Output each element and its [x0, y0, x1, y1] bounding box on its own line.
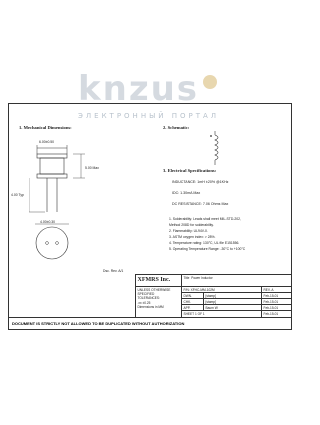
- approved-label: APP.: [182, 305, 204, 311]
- title-cell: [182, 275, 292, 287]
- checked-label: CHK.: [182, 299, 204, 305]
- note-5: 5. Operating Temperature Range: -30°C to +100°C: [169, 247, 246, 251]
- svg-text:knzus: knzus: [78, 70, 200, 106]
- mechanical-dimensions-heading: 1. Mechanical Dimensions:: [19, 125, 72, 130]
- approved-by: Baum W: [204, 305, 262, 311]
- watermark-subtitle: ЭЛЕКТРОННЫЙ ПОРТАЛ: [78, 112, 220, 120]
- tolerance-cell: [136, 287, 182, 318]
- note-1b: Method 208D for solderability.: [169, 223, 214, 227]
- drawn-date: Feb-15-01: [262, 293, 292, 299]
- note-1: 1. Solderability: Leads shall meet MIL-STD-202,: [169, 217, 241, 221]
- drawing-sheet: [8, 103, 292, 330]
- duplication-warning: DOCUMENT IS STRICTLY NOT ALLOWED TO BE DUPLICATED WITHOUT AUTHORIZATION: [9, 317, 291, 329]
- schematic-heading: 2. Schematic:: [163, 125, 190, 130]
- mechanical-drawing: [29, 140, 124, 270]
- company-name: XFMRS Inc.: [136, 275, 182, 287]
- note-2: 2. Flammability: UL94V-0.: [169, 229, 208, 233]
- title-value: Power Inductor: [191, 276, 213, 280]
- spec-dc-resistance: DC RESISTANCE: 7.06 Ohms Max: [172, 202, 229, 206]
- part-number: P/N: XFHC-MM-102M: [182, 287, 262, 293]
- dim-pin-spacing: 4.00±0.30: [40, 220, 56, 224]
- tolerance-line-3: .xx ±0.25: [137, 300, 151, 305]
- note-4: 4. Temperature rating: 130°C, UL file E151556.: [169, 241, 240, 245]
- checked-date: Feb-15-01: [262, 299, 292, 305]
- checked-by: [stamp]: [204, 299, 262, 305]
- electrical-specs-heading: 3. Electrical Specifications:: [163, 168, 217, 173]
- tolerance-line-1: UNLESS OTHERWISE SPECIFIED: [137, 288, 171, 297]
- tolerance-line-4: Dimensions in MM: [137, 304, 164, 309]
- spec-inductance: INDUCTANCE: 1mH ±20% @1KHz: [172, 180, 229, 184]
- dim-diameter: 6.00±0.50: [39, 140, 55, 144]
- sheet-date: Feb-15-01: [262, 311, 292, 318]
- spec-idc: IDC: 1.30mA Max: [172, 191, 201, 195]
- inductor-coil-symbol: [205, 131, 225, 165]
- note-3: 3. ASTM oxygen index: > 28%.: [169, 235, 216, 239]
- title-label: Title: [183, 276, 190, 280]
- sheet-count: SHEET 1 OF 1: [182, 311, 262, 318]
- dim-lead-length: 4.00 Typ: [11, 193, 24, 197]
- watermark-logo: [72, 70, 232, 106]
- revision: REV. A: [262, 287, 292, 293]
- drawing-rev-note: Dsc. Rev. A/1: [103, 269, 124, 273]
- tolerance-line-2: TOLERANCES:: [137, 296, 160, 301]
- drawn-by: [stamp]: [204, 293, 262, 299]
- approved-date: Feb-15-01: [262, 305, 292, 311]
- drawn-label: DWN.: [182, 293, 204, 299]
- title-block: [135, 274, 292, 318]
- dim-height: 5.00 Max: [85, 166, 99, 170]
